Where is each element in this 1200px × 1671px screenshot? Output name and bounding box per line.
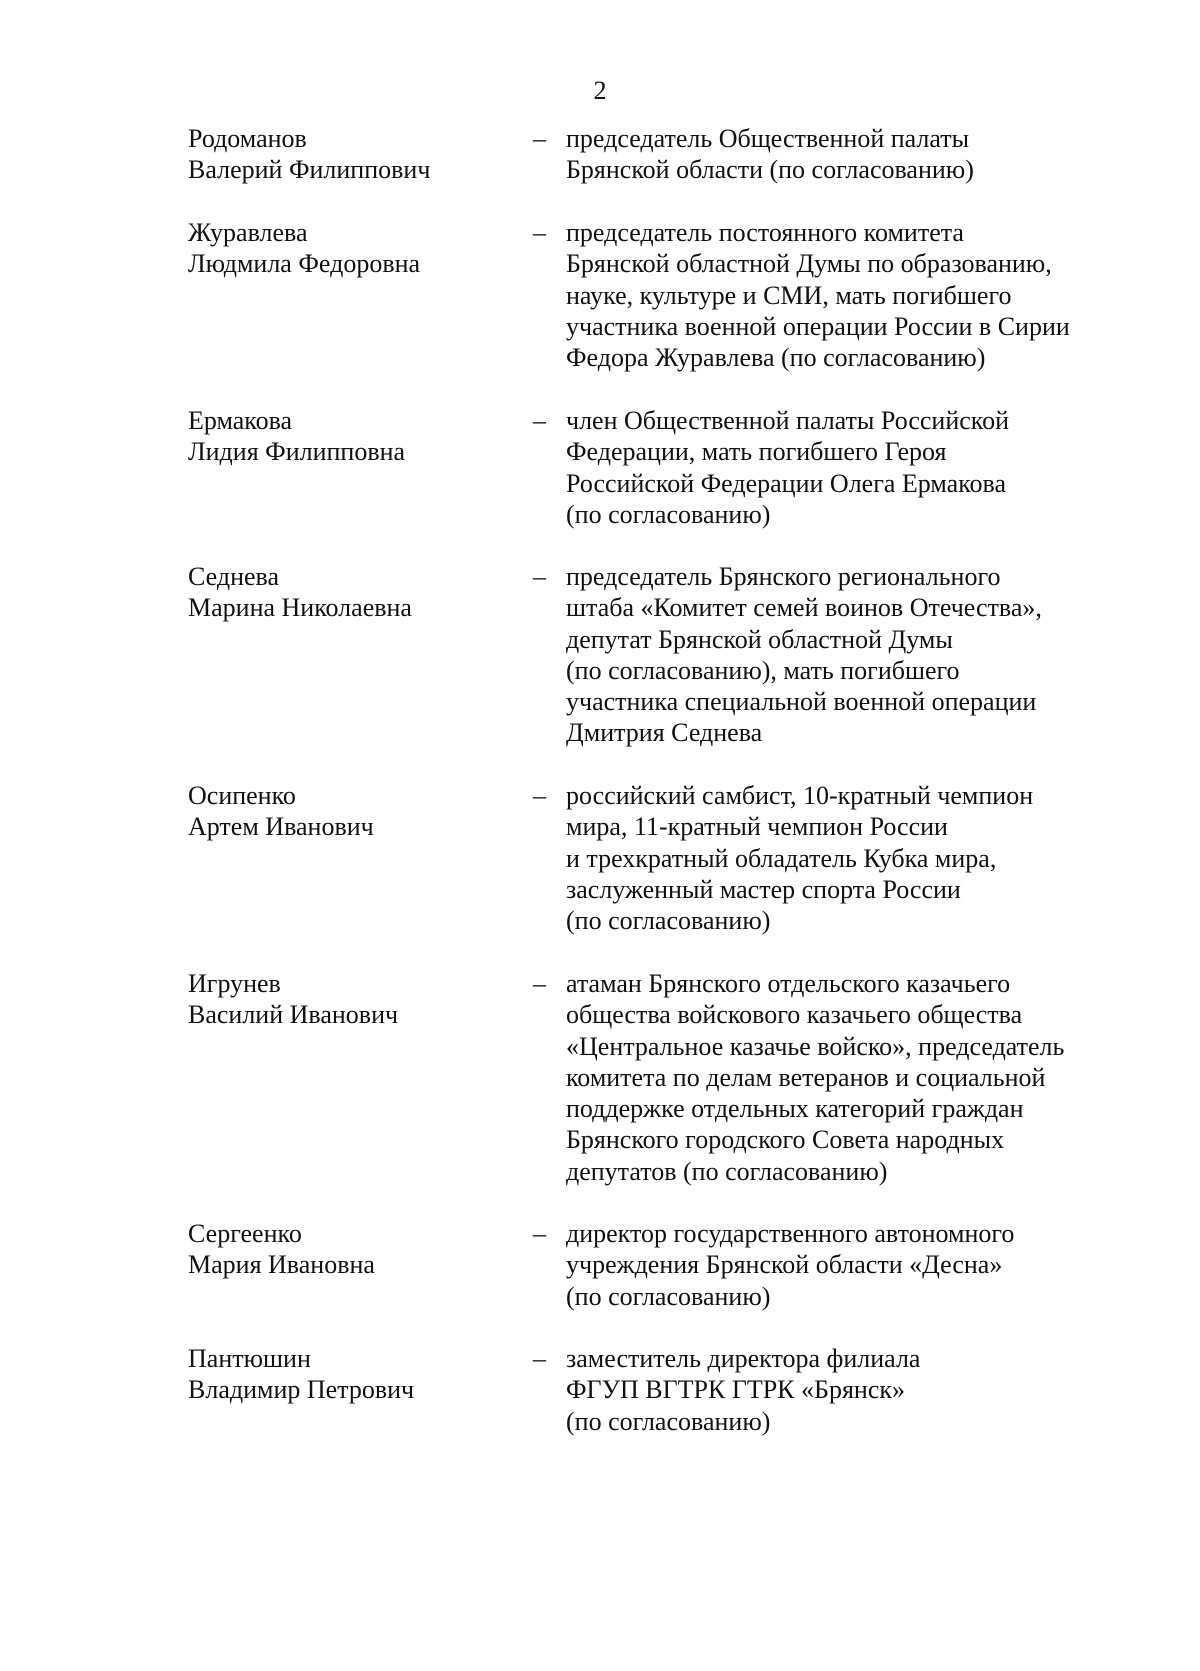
member-surname: Пантюшин [188, 1344, 311, 1373]
role-line: депутатов (по согласованию) [566, 1156, 888, 1186]
role-line: председатель Общественной палаты [566, 124, 970, 153]
role-line: учреждения Брянской области «Десна» [566, 1250, 1003, 1280]
member-role [566, 405, 1096, 530]
dash-separator: – [533, 406, 546, 435]
role-line: ФГУП ВГТРК ГТРК «Брянск» [566, 1375, 906, 1405]
role-line: председатель Брянского регионального [566, 562, 1001, 591]
dash-separator: – [533, 124, 546, 153]
role-line: комитета по делам ветеранов и социальной [566, 1062, 1046, 1092]
dash-separator: – [533, 218, 546, 247]
member-role [566, 780, 1096, 936]
member-surname: Осипенко [188, 781, 296, 810]
role-line: мира, 11-кратный чемпион России [566, 812, 948, 842]
member-name [188, 123, 508, 185]
member-surname: Игрунев [188, 969, 281, 998]
member-surname: Седнева [188, 562, 280, 591]
role-line: российский самбист, 10-кратный чемпион [566, 781, 1034, 810]
member-name [188, 780, 508, 842]
role-line: атаман Брянского отдельского казачьего [566, 969, 1011, 998]
member-name [188, 1218, 508, 1280]
member-role [566, 1218, 1096, 1312]
member-given-name: Людмила Федоровна [188, 249, 421, 278]
role-line: Брянского городского Совета народных [566, 1125, 1005, 1155]
member-given-name: Артем Иванович [188, 812, 374, 841]
member-surname: Ермакова [188, 406, 293, 435]
member-given-name: Валерий Филиппович [188, 155, 431, 184]
role-line: участника специальной военной операции [566, 687, 1037, 717]
role-line: Брянской области (по согласованию) [566, 155, 974, 185]
member-given-name: Лидия Филипповна [188, 437, 406, 466]
member-name [188, 405, 508, 467]
role-line: (по согласованию) [566, 906, 771, 936]
page-number: 2 [593, 76, 607, 105]
role-line: (по согласованию), мать погибшего [566, 655, 960, 685]
role-line: участника военной операции России в Сирии [566, 311, 1070, 341]
role-line: поддержке отдельных категорий граждан [566, 1094, 1024, 1124]
role-line: науке, культуре и СМИ, мать погибшего [566, 280, 1012, 310]
role-line: и трехкратный обладатель Кубка мира, [566, 843, 997, 873]
role-line: Федерации, мать погибшего Героя [566, 437, 947, 467]
role-line: заслуженный мастер спорта России [566, 874, 961, 904]
member-surname: Родоманов [188, 124, 307, 153]
dash-separator: – [533, 1344, 546, 1373]
member-role [566, 968, 1096, 1187]
member-given-name: Владимир Петрович [188, 1375, 415, 1404]
role-line: Федора Журавлева (по согласованию) [566, 343, 986, 373]
role-line: Российской Федерации Олега Ермакова [566, 468, 1007, 498]
role-line: член Общественной палаты Российской [566, 406, 1010, 435]
member-name [188, 217, 508, 279]
role-line: штаба «Комитет семей воинов Отечества», [566, 593, 1042, 623]
dash-separator: – [533, 562, 546, 591]
role-line: Брянской областной Думы по образованию, [566, 249, 1052, 279]
member-name [188, 561, 508, 623]
role-line: «Центральное казачье войско», председатель [566, 1031, 1065, 1061]
role-line: Дмитрия Седнева [566, 718, 763, 748]
member-role [566, 123, 1096, 186]
member-surname: Сергеенко [188, 1219, 302, 1248]
member-role [566, 217, 1096, 373]
member-role [566, 1343, 1096, 1437]
member-surname: Журавлева [188, 218, 308, 247]
role-line: депутат Брянской областной Думы [566, 624, 953, 654]
member-name [188, 968, 508, 1030]
dash-separator: – [533, 781, 546, 810]
member-given-name: Василий Иванович [188, 1000, 399, 1029]
role-line: заместитель директора филиала [566, 1344, 921, 1373]
dash-separator: – [533, 969, 546, 998]
role-line: (по согласованию) [566, 1406, 771, 1436]
dash-separator: – [533, 1219, 546, 1248]
role-line: общества войскового казачьего общества [566, 1000, 1023, 1030]
role-line: председатель постоянного комитета [566, 218, 964, 247]
member-name [188, 1343, 508, 1405]
role-line: (по согласованию) [566, 1281, 771, 1311]
role-line: (по согласованию) [566, 499, 771, 529]
member-given-name: Марина Николаевна [188, 593, 412, 622]
member-given-name: Мария Ивановна [188, 1250, 375, 1279]
role-line: директор государственного автономного [566, 1219, 1015, 1248]
member-role [566, 561, 1096, 749]
